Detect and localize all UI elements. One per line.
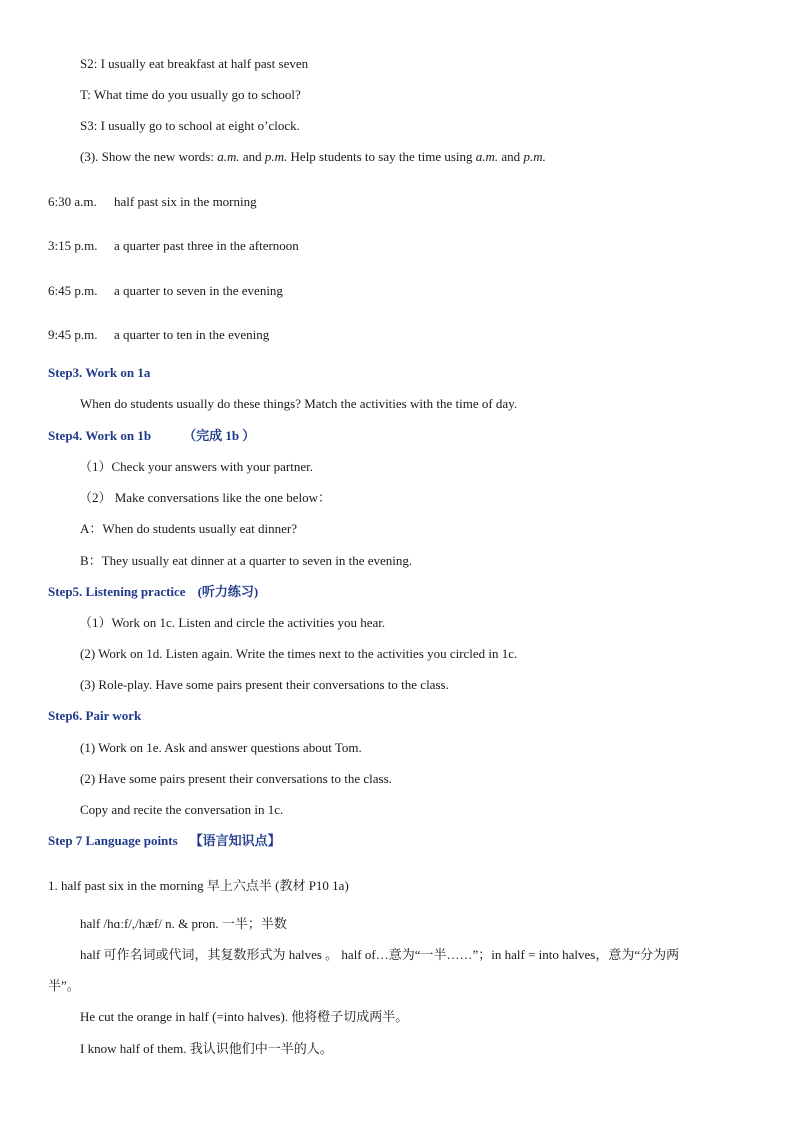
step6-item: (2) Have some pairs present their conversations to the class.: [80, 771, 392, 786]
time-text: a quarter to seven in the evening: [114, 283, 283, 298]
step3-heading: Step3. Work on 1a: [48, 365, 151, 380]
new-words-prefix: (3). Show the new words:: [80, 149, 218, 164]
time-row: [48, 194, 257, 210]
dialogue-line-s3: S3: I usually go to school at eight o’clock.: [80, 118, 300, 133]
pm-term-2: p.m.: [523, 149, 546, 164]
time-row: [48, 283, 283, 299]
half-definition: half /hɑːf/,/hæf/ n. & pron. 一半；半数: [80, 916, 287, 931]
step5-note: (听力练习): [197, 584, 259, 599]
step5-item: （1）Work on 1c. Listen and circle the activities you hear.: [79, 615, 386, 630]
example-sentence: I know half of them. 我认识他们中一半的人。: [80, 1041, 333, 1056]
step4-item: A：When do students usually eat dinner?: [80, 521, 297, 536]
half-usage-line-1: half 可作名词或代词，其复数形式为 halves 。 half of…意为“一半……”；in half = into halves，意为“分为两: [80, 947, 680, 962]
dialogue-line-t: T: What time do you usually go to school?: [80, 87, 301, 102]
step7-title: Step 7 Language points: [48, 833, 178, 848]
step4-title: Step4. Work on 1b: [48, 428, 152, 443]
and-word-2: and: [498, 149, 524, 164]
step3-text: When do students usually do these things? Match the activities with the time of day.: [80, 396, 518, 411]
time-value: 9:45 p.m.: [48, 327, 98, 342]
time-text: half past six in the morning: [114, 194, 257, 209]
step7-heading: [48, 833, 281, 849]
step5-item: (2) Work on 1d. Listen again. Write the times next to the activities you circled in 1c.: [80, 646, 518, 661]
time-value: 6:45 p.m.: [48, 283, 98, 298]
step5-title: Step5. Listening practice: [48, 584, 186, 599]
step4-item: B：They usually eat dinner at a quarter to seven in the evening.: [80, 553, 413, 568]
step4-item: （1）Check your answers with your partner.: [79, 459, 313, 474]
and-word: and: [239, 149, 265, 164]
time-row: [48, 238, 299, 254]
language-point-1: 1. half past six in the morning 早上六点半 (教材 P10 1a): [48, 878, 349, 893]
time-text: a quarter to ten in the evening: [114, 327, 270, 342]
step7-note: 【语言知识点】: [189, 833, 281, 848]
new-words-line: [80, 149, 546, 165]
pm-term: p.m.: [264, 149, 288, 164]
am-term: a.m.: [217, 149, 240, 164]
step6-heading: Step6. Pair work: [48, 708, 142, 723]
new-words-mid: Help students to say the time using: [287, 149, 476, 164]
dialogue-line-s2: S2: I usually eat breakfast at half past seven: [80, 56, 309, 71]
step5-item: (3) Role-play. Have some pairs present their conversations to the class.: [80, 677, 449, 692]
step6-item: Copy and recite the conversation in 1c.: [80, 802, 284, 817]
step4-heading: [48, 428, 255, 444]
am-term-2: a.m.: [475, 149, 499, 164]
step4-note: （完成 1b ）: [183, 428, 256, 443]
time-row: [48, 327, 269, 343]
time-value: 3:15 p.m.: [48, 238, 98, 253]
step5-heading: [48, 584, 258, 600]
step6-item: (1) Work on 1e. Ask and answer questions about Tom.: [80, 740, 362, 755]
example-sentence: He cut the orange in half (=into halves). 他将橙子切成两半。: [80, 1009, 409, 1024]
time-text: a quarter past three in the afternoon: [114, 238, 299, 253]
step4-item: （2） Make conversations like the one below：: [79, 490, 331, 505]
half-usage-line-2: 半”。: [48, 978, 80, 993]
time-value: 6:30 a.m.: [48, 194, 97, 209]
